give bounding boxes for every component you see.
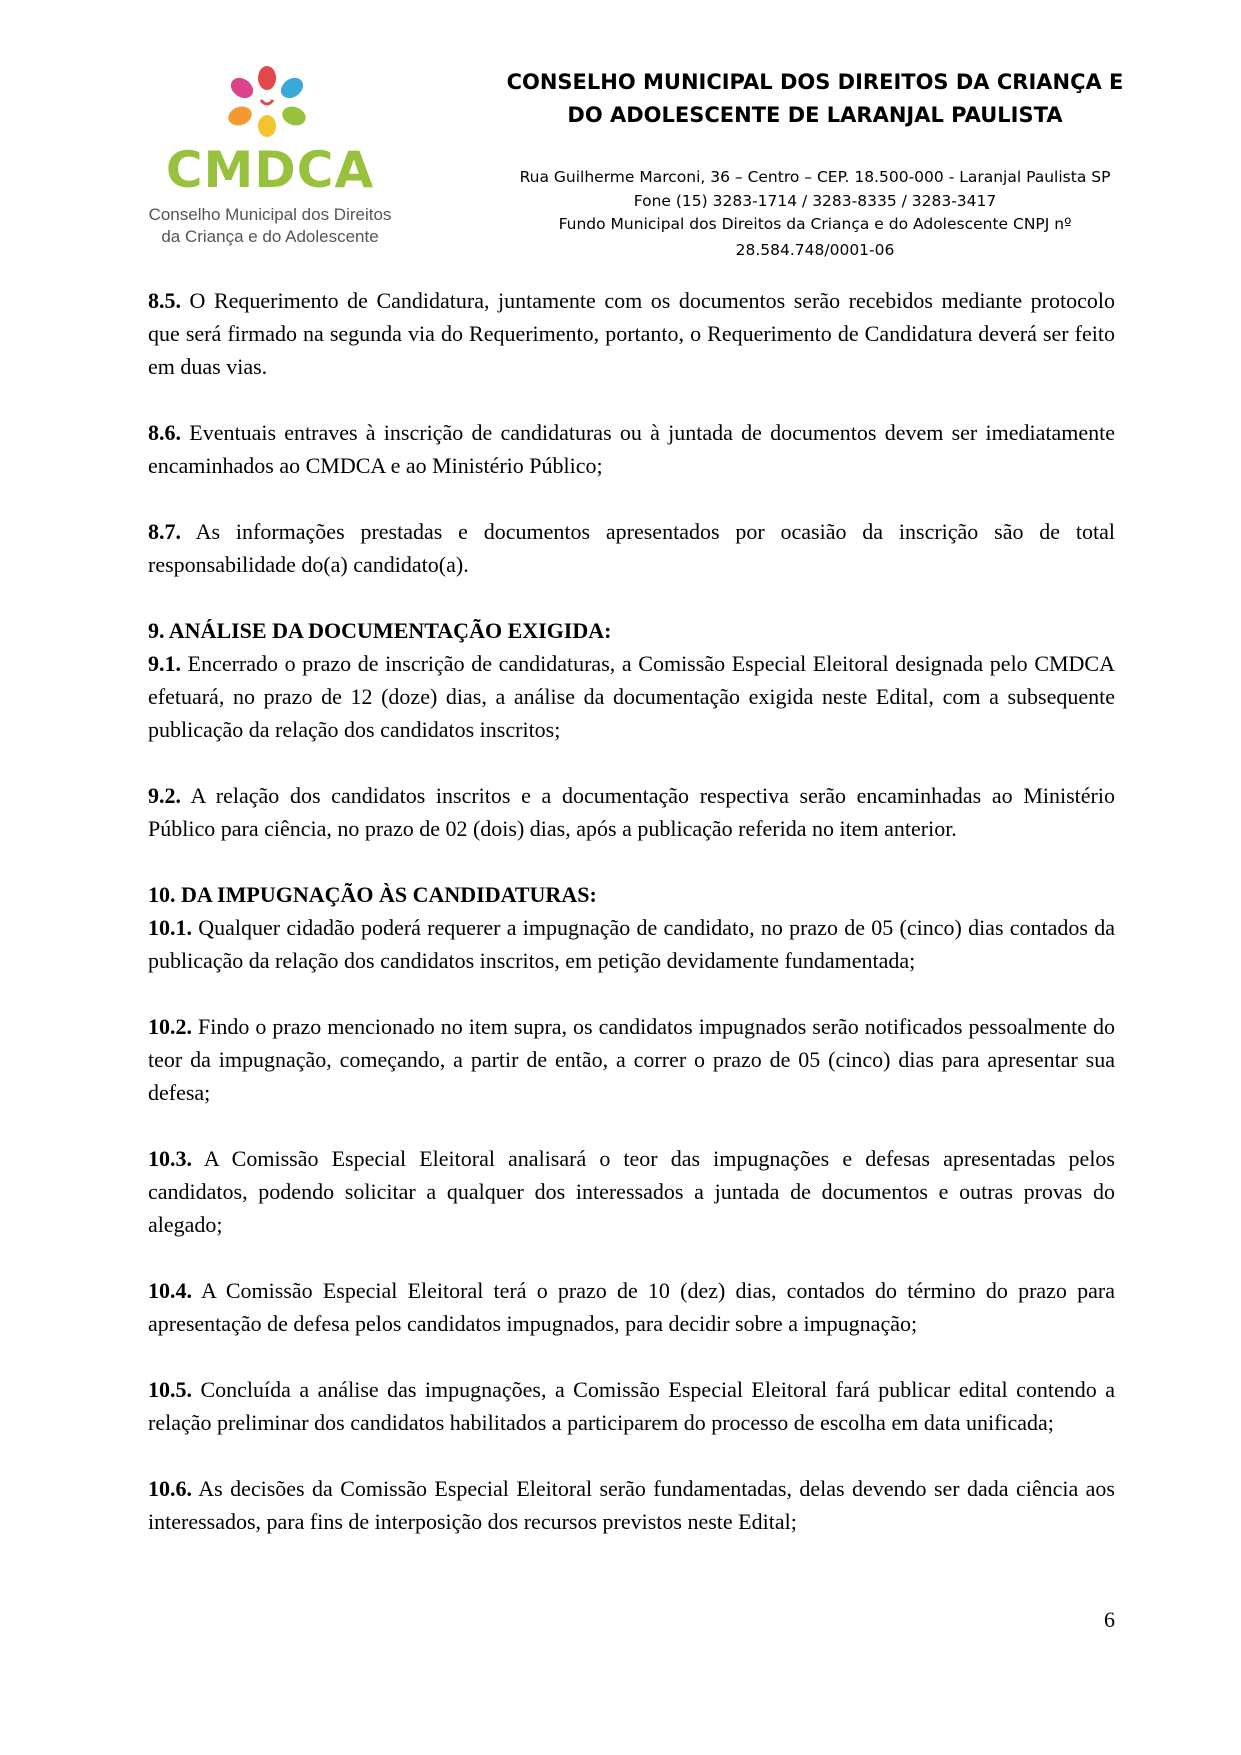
item-text: As informações prestadas e documentos apresentados por ocasião da inscrição são de total responsabilidade do(a) candidato(a). — [148, 519, 1115, 577]
section-9-title: 9. ANÁLISE DA DOCUMENTAÇÃO EXIGIDA: — [148, 618, 612, 643]
cnpj: 28.584.748/0001-06 — [735, 240, 895, 259]
item-text: As decisões da Comissão Especial Eleitoral serão fundamentadas, delas devendo ser dada ciência aos interessados, para fins de interposição dos recursos previstos neste Edital; — [148, 1476, 1115, 1534]
phone: Fone (15) 3283-1714 / 3283-8335 / 3283-3417 — [633, 191, 997, 210]
item-number: 9.1. — [148, 651, 181, 676]
cmdca-logo — [130, 60, 410, 250]
item-text: Encerrado o prazo de inscrição de candidaturas, a Comissão Especial Eleitoral designada pelo CMDCA efetuará, no prazo de 12 (doze) dias, a análise da documentação exigida neste Edital, com a subsequente publicação da relação dos candidatos inscritos; — [148, 651, 1115, 742]
item-9-1 — [148, 647, 1115, 746]
item-text: A relação dos candidatos inscritos e a documentação respectiva serão encaminhadas ao Ministério Público para ciência, no prazo de 02 (dois) dias, após a publicação referida no item anterior. — [148, 783, 1115, 841]
item-number: 10.2. — [148, 1014, 192, 1039]
item-10-1 — [148, 911, 1115, 977]
item-number: 9.2. — [148, 783, 181, 808]
item-10-4 — [148, 1274, 1115, 1340]
item-text: Findo o prazo mencionado no item supra, os candidatos impugnados serão notificados pessoalmente do teor da impugnação, começando, a partir de então, a correr o prazo de 05 (cinco) dias para apresentar sua defesa; — [148, 1014, 1116, 1105]
item-number: 8.7. — [148, 519, 181, 544]
item-number: 10.3. — [148, 1146, 192, 1171]
organization-contact — [420, 166, 1210, 262]
item-text: Concluída a análise das impugnações, a Comissão Especial Eleitoral fará publicar edital contendo a relação preliminar dos candidatos habilitados a participarem do processo de escolha em data unificada; — [148, 1377, 1116, 1435]
item-10-3 — [148, 1142, 1115, 1241]
item-9-2 — [148, 779, 1115, 845]
colorful-hands-icon — [212, 66, 322, 138]
address: Rua Guilherme Marconi, 36 – Centro – CEP. 18.500-000 - Laranjal Paulista SP — [519, 168, 1111, 186]
logo-subtitle-line2: da Criança e do Adolescente — [161, 227, 379, 246]
item-number: 10.1. — [148, 915, 192, 940]
item-10-2 — [148, 1010, 1115, 1109]
section-10-title: 10. DA IMPUGNAÇÃO ÀS CANDIDATURAS: — [148, 882, 597, 907]
item-number: 10.5. — [148, 1377, 192, 1402]
organization-title-line2: DO ADOLESCENTE DE LARANJAL PAULISTA — [567, 103, 1063, 127]
organization-title-line1: CONSELHO MUNICIPAL DOS DIREITOS DA CRIANÇA E — [506, 70, 1124, 94]
item-number: 10.4. — [148, 1278, 192, 1303]
item-8-6 — [148, 416, 1115, 482]
page-number: 6 — [1104, 1607, 1115, 1632]
logo-wordmark: CMDCA — [165, 141, 375, 199]
item-text: A Comissão Especial Eleitoral terá o prazo de 10 (dez) dias, contados do término do prazo para apresentação de defesa pelos candidatos impugnados, para decidir sobre a impugnação; — [148, 1278, 1115, 1336]
item-10-5 — [148, 1373, 1115, 1439]
organization-title — [420, 66, 1210, 132]
item-number: 10.6. — [148, 1476, 192, 1501]
item-number: 8.5. — [148, 288, 181, 313]
item-text: Qualquer cidadão poderá requerer a impugnação de candidato, no prazo de 05 (cinco) dias contados da publicação da relação dos candidatos inscritos, em petição devidamente fundamentada; — [148, 915, 1115, 973]
logo-subtitle — [130, 204, 410, 248]
document-body — [148, 284, 1115, 1538]
item-8-7 — [148, 515, 1115, 581]
item-text: Eventuais entraves à inscrição de candidaturas ou à juntada de documentos devem ser imediatamente encaminhados ao CMDCA e ao Ministério Público; — [148, 420, 1116, 478]
item-10-6 — [148, 1472, 1115, 1538]
item-8-5 — [148, 284, 1115, 383]
item-number: 8.6. — [148, 420, 181, 445]
item-text: A Comissão Especial Eleitoral analisará o teor das impugnações e defesas apresentadas pelos candidatos, podendo solicitar a qualquer dos interessados a juntada de documentos e outras provas do alegado; — [148, 1146, 1115, 1237]
item-text: O Requerimento de Candidatura, juntamente com os documentos serão recebidos mediante protocolo que será firmado na segunda via do Requerimento, portanto, o Requerimento de Candidatura deverá ser feito em duas vias. — [148, 288, 1115, 379]
fund-line: Fundo Municipal dos Direitos da Criança e do Adolescente CNPJ nº — [558, 215, 1072, 233]
logo-subtitle-line1: Conselho Municipal dos Direitos — [148, 205, 392, 224]
